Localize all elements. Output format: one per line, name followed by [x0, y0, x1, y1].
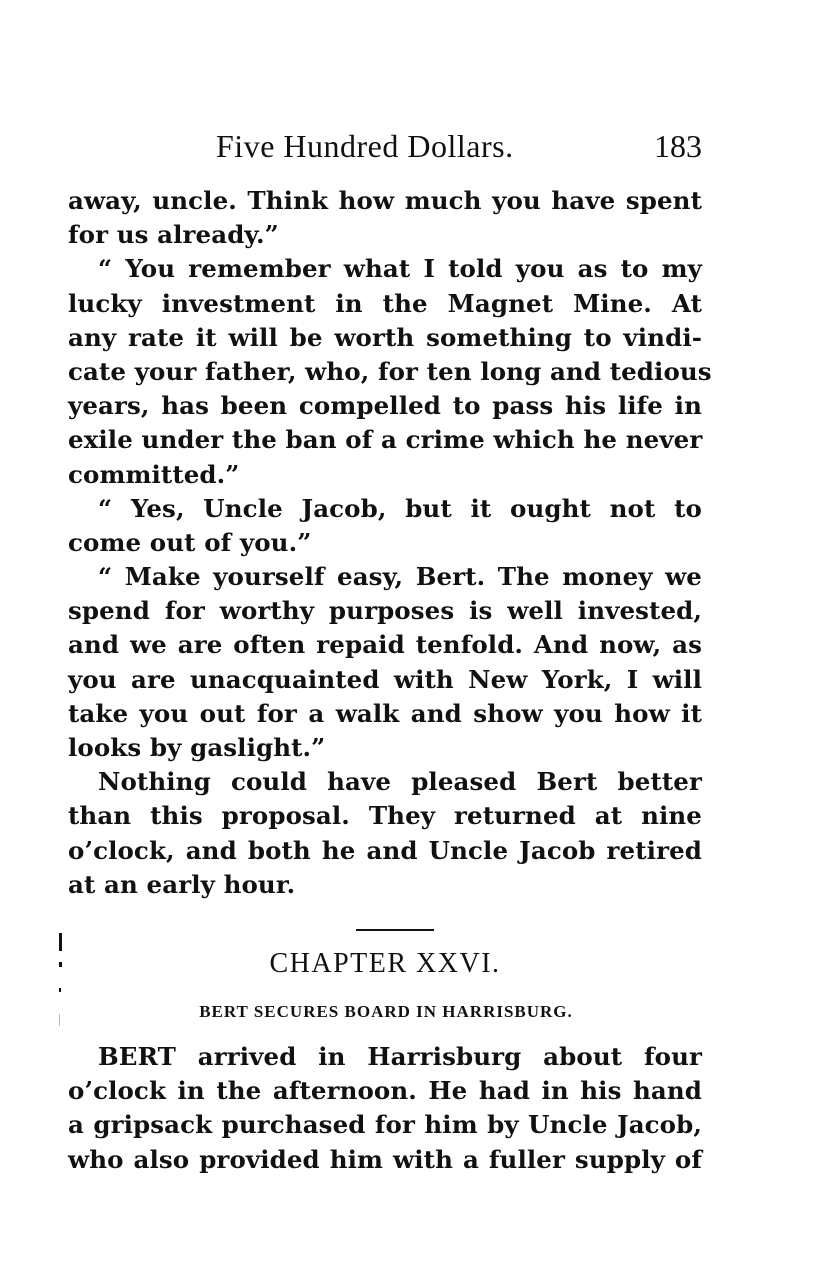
- text-line: o’clock in the afternoon. He had in his hand: [68, 1076, 702, 1106]
- text-line: come out of you.”: [68, 527, 312, 557]
- text-line: BERT arrived in Harrisburg about four: [98, 1042, 702, 1071]
- text-line: years, has been compelled to pass his life in: [68, 391, 702, 421]
- running-title: Five Hundred Dollars.: [216, 128, 514, 164]
- text-line: Nothing could have pleased Bert better: [98, 767, 702, 797]
- chapter-title: CHAPTER XXVI.: [269, 948, 501, 979]
- text-line: looks by gaslight.”: [68, 733, 326, 762]
- text-line: o’clock, and both he and Uncle Jacob retired: [68, 835, 702, 865]
- text-line: a gripsack purchased for him by Uncle Jacob,: [68, 1110, 702, 1140]
- text-line: cate your father, who, for ten long and tedious: [68, 356, 712, 386]
- section-divider: [356, 929, 434, 931]
- text-line: who also provided him with a fuller supply of: [68, 1144, 702, 1174]
- text-line: lucky investment in the Magnet Mine. At: [68, 288, 702, 318]
- text-line: than this proposal. They returned at nine: [68, 801, 702, 831]
- text-line: committed.”: [68, 459, 240, 489]
- chapter-body-text: [68, 1040, 702, 1177]
- page-number: 183: [654, 128, 702, 164]
- body-text: [68, 184, 712, 902]
- text-line: spend for worthy purposes is well invested,: [68, 596, 702, 626]
- text-line: “ You remember what I told you as to my: [98, 254, 702, 284]
- text-line: “ Make yourself easy, Bert. The money we: [98, 562, 702, 592]
- text-line: you are unacquainted with New York, I will: [68, 664, 702, 694]
- text-line: and we are often repaid tenfold. And now, as: [68, 630, 702, 660]
- text-line: away, uncle. Think how much you have spent: [68, 186, 702, 215]
- running-head: [68, 128, 708, 168]
- text-line: take you out for a walk and show you how it: [68, 698, 702, 728]
- text-line: “ Yes, Uncle Jacob, but it ought not to: [98, 493, 702, 523]
- margin-mark: [59, 988, 61, 992]
- text-line: exile under the ban of a crime which he never: [68, 425, 703, 455]
- text-line: at an early hour.: [68, 869, 296, 899]
- text-line: for us already.”: [68, 220, 279, 250]
- text-line: any rate it will be worth something to vindi-: [68, 322, 702, 352]
- chapter-subtitle: BERT SECURES BOARD IN HARRISBURG.: [199, 1002, 573, 1021]
